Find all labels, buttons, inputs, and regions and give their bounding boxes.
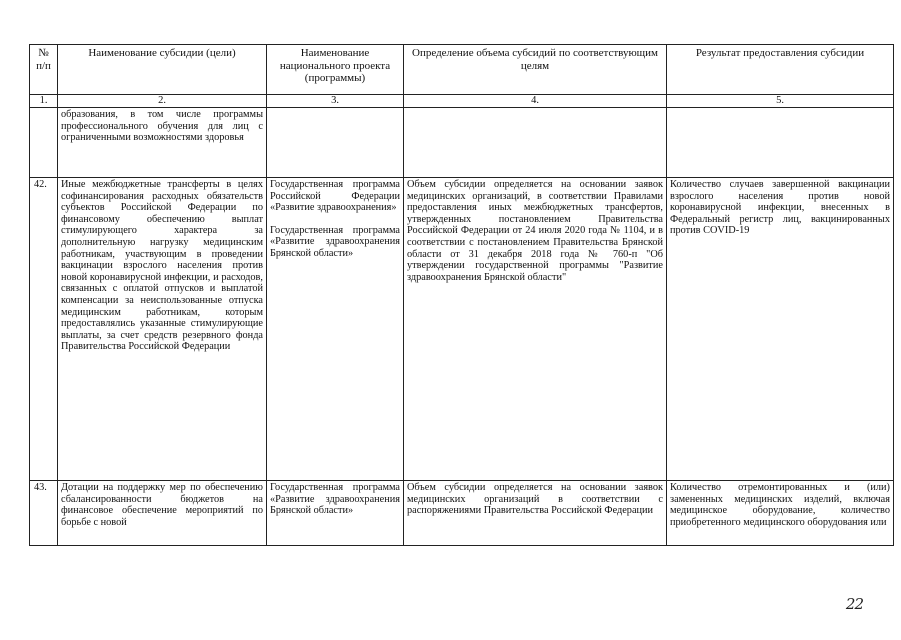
regional-program-text: Государственная программа «Развитие здравоохранения Брянской области» (270, 224, 400, 259)
subsidy-name-cell: образования, в том числе программы профессионального обучения для лиц с ограниченными возможностями здоровья (58, 108, 267, 178)
subsidy-name-cell: Дотации на поддержку мер по обеспечению сбалансированности бюджетов на финансовое обеспечение мероприятий по борьбе с новой (58, 481, 267, 546)
row-number: 42. (30, 178, 58, 481)
column-number: 4. (404, 95, 667, 108)
column-number: 1. (30, 95, 58, 108)
project-cell (267, 108, 404, 178)
table-header-row (30, 45, 894, 95)
header-project-name: Наименование национального проекта (программы) (267, 45, 404, 95)
regional-program-text: Государственная программа «Развитие здравоохранения Брянской области» (270, 482, 400, 517)
determination-cell (404, 108, 667, 178)
table-row (30, 178, 894, 481)
table-row (30, 481, 894, 546)
header-volume-determination: Определение объема субсидий по соответствующим целям (404, 45, 667, 95)
header-result: Результат предоставления субсидии (667, 45, 894, 95)
page-number: 22 (845, 595, 863, 613)
result-cell: Количество случаев завершенной вакцинации взрослого населения против новой коронавирусной инфекции, внесенных в Федеральный регистр лиц, вакцинированных против COVID-19 (667, 178, 894, 481)
result-cell (667, 108, 894, 178)
header-number: № п/п (30, 45, 58, 95)
column-number-row (30, 95, 894, 108)
table-row (30, 108, 894, 178)
column-number: 5. (667, 95, 894, 108)
column-number: 3. (267, 95, 404, 108)
determination-cell: Объем субсидии определяется на основании заявок медицинских организаций, в соответствии Правилами предоставления иных межбюджетных трансфертов, утвержденных постановлением Правительства Российской Федерации от 24 июля 2020 года № 1104, и в соответствии с постановлением Правительства Брянской области от 31 декабря 2018 года № 760-п "Об утверждении государственной программы "Развитие здравоохранения Брянской области" (404, 178, 667, 481)
federal-program-text: Государственная программа Российской Федерации «Развитие здравоохранения» (270, 179, 400, 214)
determination-cell: Объем субсидии определяется на основании заявок медицинских организаций в соответствии с распоряжениями Правительства Российской Федерации (404, 481, 667, 546)
column-number: 2. (58, 95, 267, 108)
subsidy-name-cell: Иные межбюджетные трансферты в целях софинансирования расходных обязательств субъектов Российской Федерации по финансовому обеспечению выплат стимулирующего характера за дополнительную нагрузку медицинским работникам, участвующим в проведении вакцинации взрослого населения против новой коронавирусной инфекции, и расходов, связанных с оплатой отпусков и выплатой компенсации за неиспользованные отпуска медицинским работникам, которым предоставлялись указанные стимулирующие выплаты, за счет средств резервного фонда Правительства Российской Федерации (58, 178, 267, 481)
project-cell (267, 178, 404, 481)
project-cell (267, 481, 404, 546)
result-cell: Количество отремонтированных и (или) замененных медицинских изделий, включая медицинское оборудование, количество приобретенного медицинского оборудования или (667, 481, 894, 546)
subsidy-table (29, 44, 894, 546)
header-subsidy-name: Наименование субсидии (цели) (58, 45, 267, 95)
row-number (30, 108, 58, 178)
row-number: 43. (30, 481, 58, 546)
